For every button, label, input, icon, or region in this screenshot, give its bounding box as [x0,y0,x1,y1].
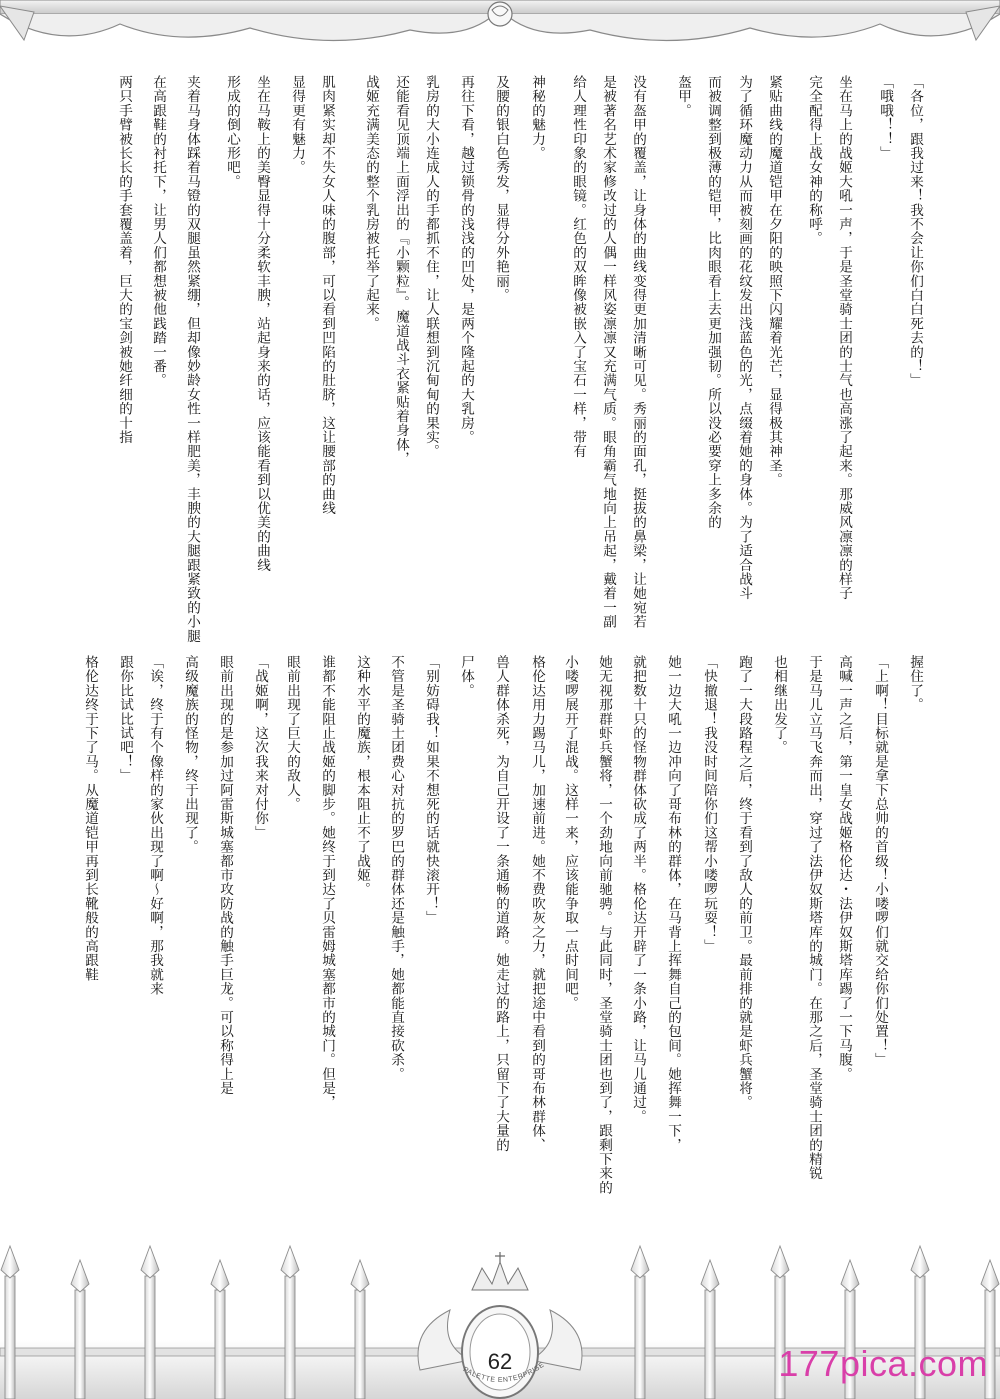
text-column: 乳房的大小连成人的手都抓不住，让人联想到沉甸甸的果实。 [423,75,439,459]
text-column: 谁都不能阻止战姬的脚步。她终于到达了贝雷姆城塞都市的城门。但是， [319,655,335,1110]
fence-bar [705,1290,715,1399]
text-column: 她一边大吼一边冲向了哥布林的群体，在马背上挥舞自己的包间。她挥舞一下， [665,655,681,1152]
text-column: 小喽啰展开了混战。这样一来，应该能争取一点时间吧。 [562,655,578,1010]
fence-bar [145,1276,155,1399]
text-column: 是被著名艺术家修改过的人偶一样风姿凛凛又充满气质。眼角霸气地向上吊起，戴着一副 [600,75,616,629]
text-column: 两只手臂被长长的手套覆盖着，巨大的宝剑被她纤细的十指 [116,75,132,445]
fence-bar [635,1276,645,1399]
fence-spike [1,1246,19,1278]
text-column: 「战姬啊，这次我来对付你」 [252,655,268,840]
fence-spike [281,1246,299,1278]
fence-spike [141,1246,159,1278]
text-column: 神秘的魅力。 [529,75,545,161]
text-column: 不管是圣骑士团费心对抗的罗巴的群体还是触手，她都能直接砍杀。 [388,655,404,1081]
text-column: 「各位，跟我过来！我不会让你们白白死去的！」 [907,75,923,388]
text-column: 跑了一大段路程之后，终于看到了敌人的前卫。最前排的就是虾兵蟹将。 [736,655,752,1110]
text-column: 「上啊！目标就是拿下总帅的首级！小喽啰们就交给你们处置！」 [872,655,888,1067]
text-column: 盔甲。 [675,75,691,118]
page-number: 62 [487,1349,513,1374]
text-column: 战姬充满美态的整个乳房被托举了起来。 [363,75,379,331]
fence-spike [911,1246,929,1278]
fence-spike [631,1246,649,1278]
text-column: 没有盔甲的覆盖，让身体的曲线变得更加清晰可见。秀丽的面孔，挺拔的鼻梁，让她宛若 [630,75,646,629]
text-column: 尸体。 [458,655,474,698]
text-column: 格伦达用力踢马儿，加速前进。她不费吹灰之力，就把途中看到的哥布林群体、 [529,655,545,1152]
text-column: 跟你比试比试吧！」 [117,655,133,783]
text-column: 她无视那群虾兵蟹将，一个劲地向前驰骋。与此同时，圣堂骑士团也到了，跟剩下来的 [596,655,612,1195]
fence-spike [771,1246,789,1278]
fence-bar [5,1276,15,1399]
text-column: 眼前出现了巨大的敌人。 [284,655,300,812]
text-column: 紧贴曲线的魔道铠甲在夕阳的映照下闪耀着光芒，显得极其神圣。 [766,75,782,487]
fence-spike [211,1260,229,1292]
text-column: 眼前出现的是参加过阿雷斯城塞都市攻防战的触手巨龙。可以称得上是 [217,655,233,1096]
text-column: 在高跟鞋的衬托下，让男人们都想被他践踏一番。 [150,75,166,388]
text-column: 握住了。 [907,655,923,712]
svg-text:PALETTE ENTERPRISE: PALETTE ENTERPRISE [461,1361,547,1385]
text-column: 为了循环魔动力从而被刻画的花纹发出浅蓝色的光，点缀着她的身体。为了适合战斗 [736,75,752,601]
text-column: 兽人群体杀死，为自己开设了一条通畅的道路。她走过的路上，只留下了大量的 [493,655,509,1152]
text-column: 还能看见顶端上面浮出的『小颗粒』。魔道战斗衣紧贴着身体， [393,75,409,466]
text-column: 及腰的银白色秀发，显得分外艳丽。 [493,75,509,303]
fence-bar [285,1276,295,1399]
fence-spike [71,1260,89,1292]
text-column: 显得更有魅力。 [289,75,305,175]
text-column: 「哦哦！！」 [877,75,893,161]
fence-bar [355,1290,365,1399]
text-column: 给人理性印象的眼镜。红色的双眸像被嵌入了宝石一样，带有 [570,75,586,459]
text-column: 完全配得上战女神的称呼。 [806,75,822,246]
text-column: 也相继出发了。 [771,655,787,755]
text-column: 这种水平的魔族，根本阻止不了战姬。 [354,655,370,897]
curtain-frame-decoration [0,0,1000,70]
fence-spike [701,1260,719,1292]
text-column: 于是马儿立马飞奔而出，穿过了法伊奴斯塔库的城门。在那之后，圣堂骑士团的精锐 [806,655,822,1181]
emblem-text [448,1360,552,1399]
fence-spike [981,1260,999,1292]
fence-bar [215,1290,225,1399]
fence-spike [351,1260,369,1292]
fence-bar [75,1290,85,1399]
site-watermark: 177pica.com [778,1343,988,1384]
text-column: 肌肉紧实却不失女人味的腹部，可以看到凹陷的肚脐，这让腰部的曲线 [319,75,335,516]
text-column: 「诶，终于有个像样的家伙出现了啊～好啊，那我就来 [147,655,163,996]
text-column: 坐在马鞍上的美臀显得十分柔软丰腴，站起身来的话，应该能看到以优美的曲线 [254,75,270,572]
fence-spike [841,1260,859,1292]
text-column: 坐在马上的战姬大吼一声，于是圣堂骑士团的士气也高涨了起来。那威风凛凛的样子 [836,75,852,601]
text-column: 再往下看，越过锁骨的浅浅的凹处，是两个隆起的大乳房。 [458,75,474,445]
text-column: 高喊一声之后，第一皇女战姬格伦达・法伊奴斯塔库踢了一下马腹。 [836,655,852,1081]
text-column: 「快撤退！我没时间陪你们这帮小喽啰玩耍！」 [701,655,717,954]
text-column: 而被调整到极薄的铠甲，比肉眼看上去更加强韧。所以没必要穿上多余的 [705,75,721,530]
text-column: 「别妨碍我！如果不想死的话就快滚开！」 [423,655,439,925]
text-column: 夹着马身体踩着马镫的双腿虽然紧绷，但却像妙龄女性一样肥美，丰腴的大腿跟紧致的小腿 [184,75,200,643]
text-column: 高级魔族的怪物，终于出现了。 [182,655,198,854]
text-column: 形成的倒心形吧。 [224,75,240,189]
text-column: 格伦达终于下了马。从魔道铠甲再到长靴般的高跟鞋 [82,655,98,982]
text-column: 就把数十只的怪物群体砍成了两半。格伦达开辟了一条小路，让马儿通过。 [630,655,646,1124]
